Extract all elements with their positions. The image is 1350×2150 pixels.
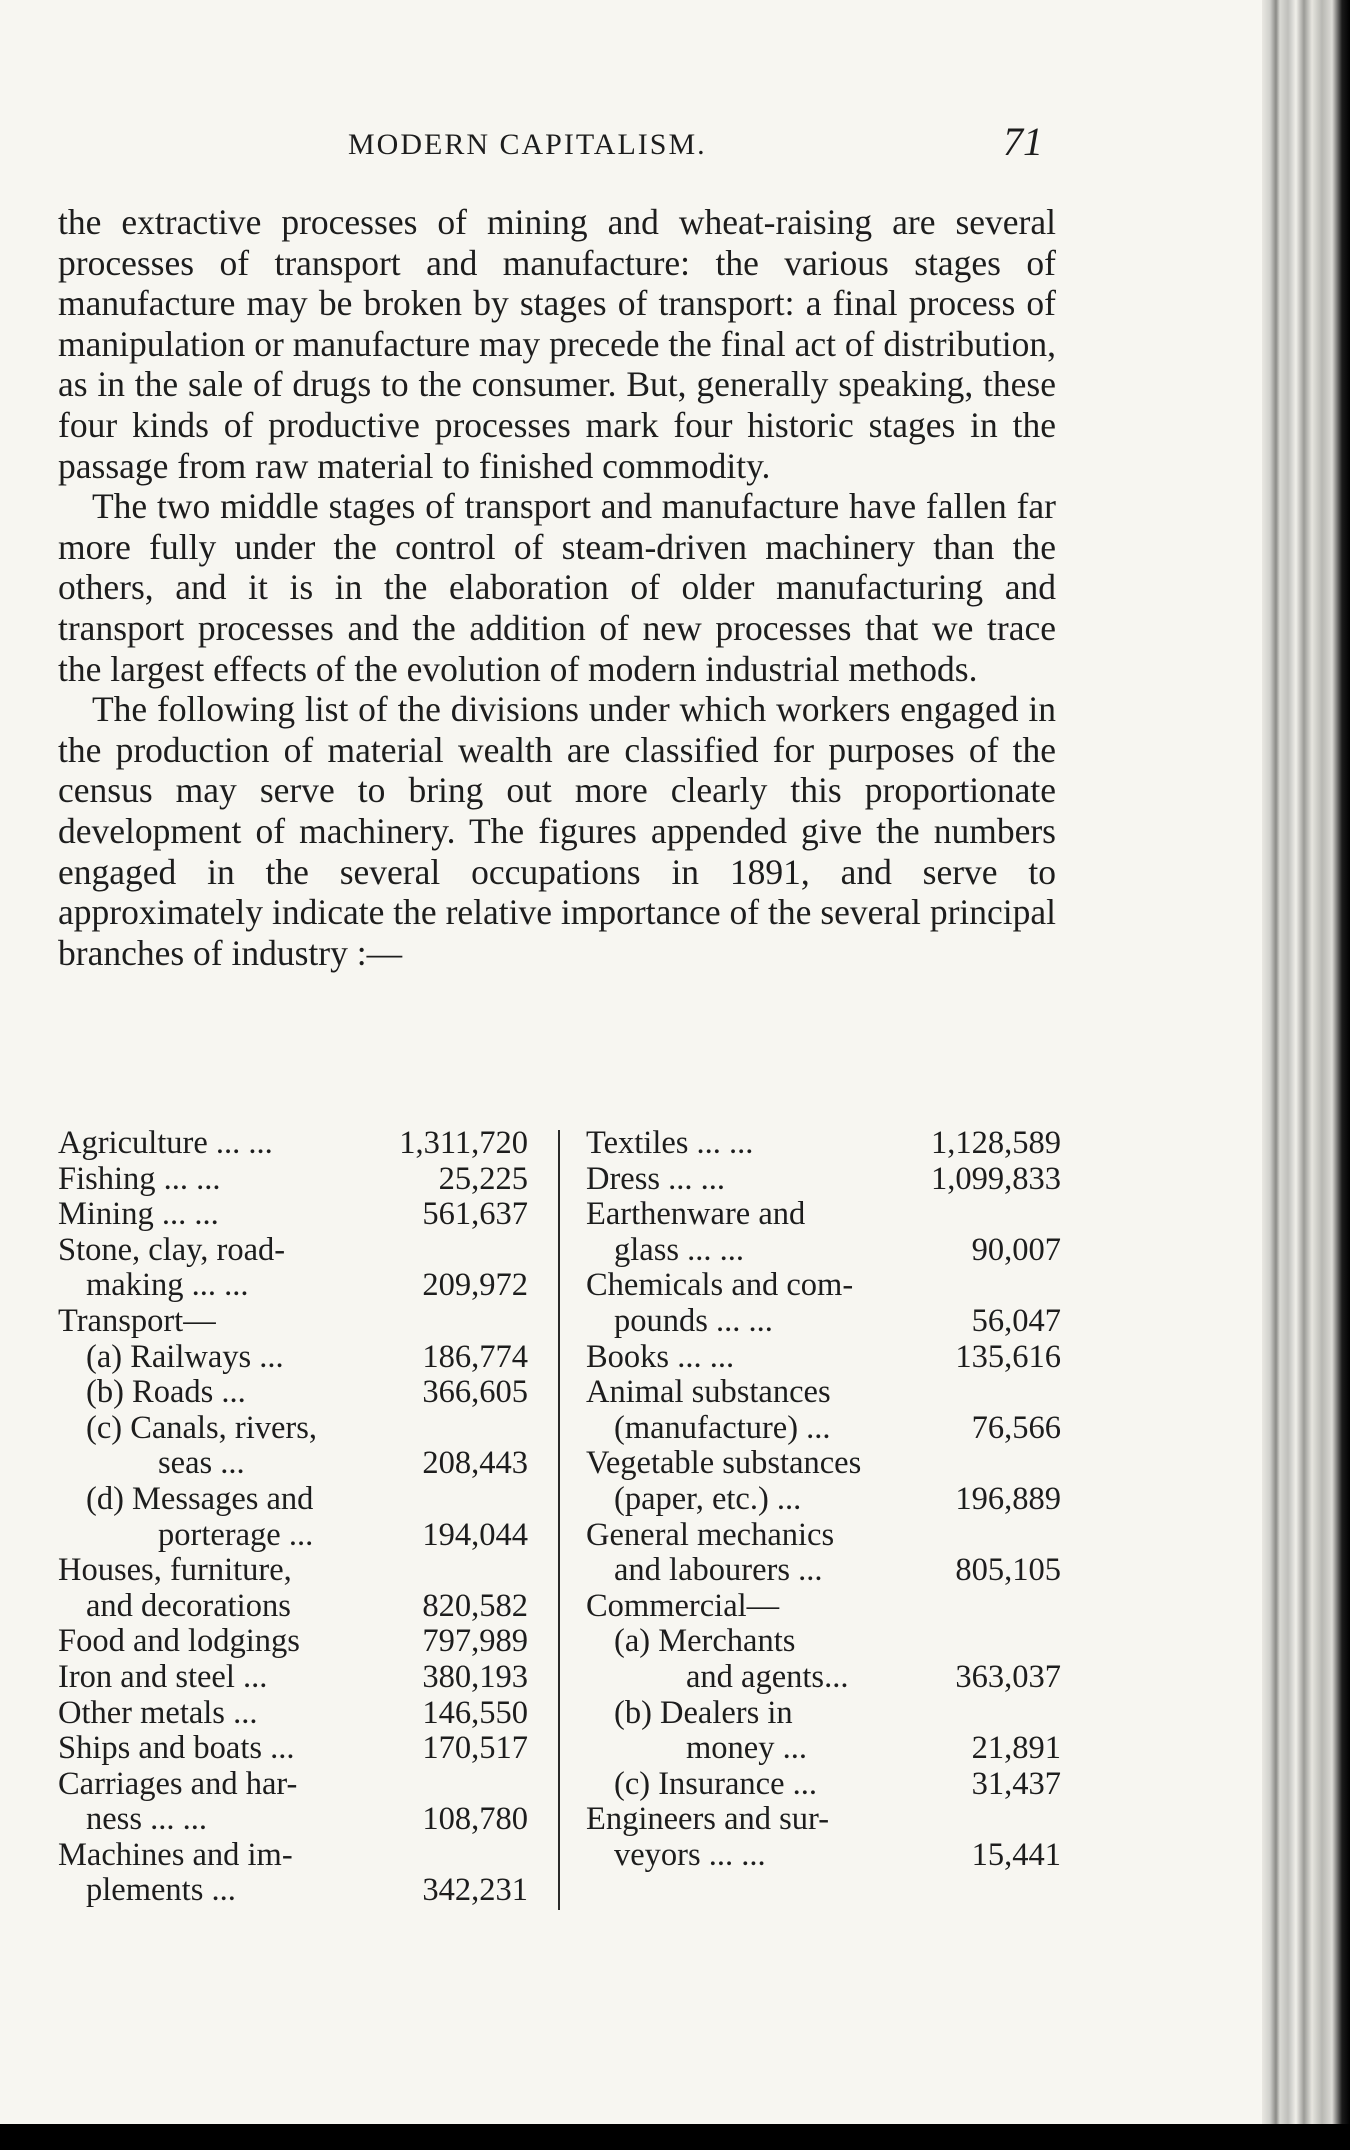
occupation-label: Animal substances: [586, 1374, 831, 1411]
occupation-label: money ...: [686, 1730, 807, 1767]
occupation-label: Carriages and har-: [58, 1765, 298, 1802]
occupation-label: Stone, clay, road-: [58, 1231, 286, 1268]
occupation-count: 1,099,833: [931, 1160, 1061, 1197]
occupation-label: pounds ... ...: [614, 1302, 773, 1339]
body-text: [58, 202, 1056, 973]
occupation-count: 561,637: [422, 1196, 528, 1233]
occupation-count: 90,007: [971, 1231, 1061, 1268]
table-row: [58, 1268, 528, 1304]
occupation-label: and decorations: [86, 1587, 291, 1624]
table-row: [58, 1446, 528, 1482]
occupation-label: (d) Messages and: [86, 1480, 314, 1517]
occupation-count: 186,774: [422, 1338, 528, 1375]
occupation-label: Textiles ... ...: [586, 1125, 754, 1161]
occupation-count: 15,441: [971, 1836, 1061, 1873]
occupation-label: Commercial—: [586, 1587, 780, 1624]
occupation-label: Mining ... ...: [58, 1196, 219, 1233]
occupation-count: 380,193: [422, 1658, 528, 1695]
running-head: MODERN CAPITALISM.: [348, 128, 707, 161]
table-row: [586, 1162, 1061, 1198]
table-row: [58, 1553, 528, 1589]
table-row: [586, 1518, 1061, 1554]
table-row: [58, 1838, 528, 1874]
table-row: [58, 1482, 528, 1518]
table-row: [586, 1233, 1061, 1269]
occupation-count: 208,443: [422, 1445, 528, 1482]
occupation-label: Food and lodgings: [58, 1623, 300, 1660]
occupation-count: 135,616: [955, 1338, 1061, 1375]
table-row: [58, 1375, 528, 1411]
table-row: [586, 1589, 1061, 1625]
book-gutter-edge: [1262, 0, 1350, 2150]
occupation-count: 797,989: [422, 1623, 528, 1660]
table-row: [586, 1375, 1061, 1411]
occupation-label: Fishing ... ...: [58, 1160, 221, 1197]
occupation-label: Chemicals and com-: [586, 1267, 854, 1304]
table-row: [586, 1197, 1061, 1233]
occupation-count: 56,047: [971, 1302, 1061, 1339]
table-row: [586, 1482, 1061, 1518]
table-row: [586, 1624, 1061, 1660]
occupation-label: Other metals ...: [58, 1694, 258, 1731]
occupation-label: Iron and steel ...: [58, 1658, 268, 1695]
occupation-label: (a) Merchants: [614, 1623, 796, 1660]
table-row: [58, 1767, 528, 1803]
table-row: [58, 1340, 528, 1376]
occupation-count: 25,225: [438, 1160, 528, 1197]
occupation-label: (a) Railways ...: [86, 1338, 284, 1375]
table-row: [586, 1411, 1061, 1447]
table-left-column: [58, 1126, 528, 1909]
table-row: [58, 1589, 528, 1625]
scan-bottom-edge: [0, 2124, 1350, 2150]
occupation-label: Machines and im-: [58, 1836, 293, 1873]
page-number: 71: [1003, 119, 1043, 164]
occupation-label: veyors ... ...: [614, 1836, 766, 1873]
table-row: [586, 1696, 1061, 1732]
occupation-label: (c) Insurance ...: [614, 1765, 818, 1802]
page-header: [58, 118, 1058, 168]
occupation-label: Houses, furniture,: [58, 1552, 292, 1589]
occupation-label: (b) Roads ...: [86, 1374, 246, 1411]
table-row: [586, 1767, 1061, 1803]
table-row: [58, 1304, 528, 1340]
table-row: [58, 1126, 528, 1162]
occupation-label: and labourers ...: [614, 1552, 823, 1589]
occupation-label: plements ...: [86, 1872, 236, 1909]
table-row: [58, 1197, 528, 1233]
occupation-label: Agriculture ... ...: [58, 1125, 273, 1161]
paragraph-2: The two middle stages of transport and manufacture have fallen far more fully under the control of steam-driven machinery than the others, and it is in the elaboration of older manufacturing and transport processes and the addition of new processes that we trace the largest effects of the evolution of modern industrial methods.: [58, 486, 1056, 689]
occupation-label: (manufacture) ...: [614, 1409, 831, 1446]
occupation-label: Earthenware and: [586, 1196, 806, 1233]
occupation-count: 170,517: [422, 1730, 528, 1767]
table-row: [58, 1731, 528, 1767]
occupation-count: 820,582: [422, 1587, 528, 1624]
table-row: [58, 1233, 528, 1269]
table-row: [586, 1446, 1061, 1482]
table-row: [586, 1731, 1061, 1767]
occupation-label: Dress ... ...: [586, 1160, 726, 1197]
occupation-count: 366,605: [422, 1374, 528, 1411]
table-row: [58, 1411, 528, 1447]
occupation-label: making ... ...: [86, 1267, 249, 1304]
table-row: [58, 1802, 528, 1838]
paragraph-1: the extractive processes of mining and wheat-raising are several processes of transport and manufacture: the various stages of manufacture may be broken by stages of transport: a final process of manipulation or manufacture may precede the final act of distribution, as in the sale of drugs to the consumer. But, generally speaking, these four kinds of productive processes mark four historic stages in the passage from raw material to finished commodity.: [58, 202, 1056, 486]
occupation-label: Ships and boats ...: [58, 1730, 295, 1767]
occupation-label: Engineers and sur-: [586, 1801, 830, 1838]
occupation-label: (b) Dealers in: [614, 1694, 793, 1731]
occupation-label: General mechanics: [586, 1516, 835, 1553]
table-row: [58, 1696, 528, 1732]
table-row: [586, 1802, 1061, 1838]
table-row: [58, 1660, 528, 1696]
occupation-label: Transport—: [58, 1302, 216, 1339]
table-row: [586, 1126, 1061, 1162]
occupation-label: seas ...: [158, 1445, 245, 1482]
occupation-count: 196,889: [955, 1480, 1061, 1517]
occupation-label: and agents...: [686, 1658, 849, 1695]
occupation-count: 1,311,720: [399, 1125, 528, 1161]
occupation-label: (c) Canals, rivers,: [86, 1409, 318, 1446]
occupation-count: 108,780: [422, 1801, 528, 1838]
occupation-label: porterage ...: [158, 1516, 314, 1553]
occupation-label: ness ... ...: [86, 1801, 207, 1838]
occupation-count: 194,044: [422, 1516, 528, 1553]
occupation-label: glass ... ...: [614, 1231, 744, 1268]
occupation-count: 76,566: [971, 1409, 1061, 1446]
occupation-count: 21,891: [971, 1730, 1061, 1767]
table-row: [586, 1838, 1061, 1874]
occupation-count: 342,231: [422, 1872, 528, 1909]
table-row: [586, 1304, 1061, 1340]
occupations-table: [58, 1125, 1061, 1916]
table-row: [58, 1873, 528, 1909]
table-right-column: [586, 1126, 1061, 1873]
table-row: [58, 1162, 528, 1198]
occupation-label: Vegetable substances: [586, 1445, 862, 1482]
occupation-label: (paper, etc.) ...: [614, 1480, 802, 1517]
paragraph-3: The following list of the divisions under which workers engaged in the production of material wealth are classified for purposes of the census may serve to bring out more clearly this proportionate development of machinery. The figures appended give the numbers engaged in the several occupations in 1891, and serve to approximately indicate the relative importance of the several principal branches of industry :—: [58, 689, 1056, 973]
occupation-count: 1,128,589: [931, 1125, 1061, 1161]
occupation-count: 146,550: [422, 1694, 528, 1731]
occupation-count: 209,972: [422, 1267, 528, 1304]
table-row: [58, 1624, 528, 1660]
table-row: [586, 1553, 1061, 1589]
column-divider: [558, 1130, 560, 1910]
table-row: [586, 1660, 1061, 1696]
table-row: [586, 1340, 1061, 1376]
occupation-label: Books ... ...: [586, 1338, 735, 1375]
occupation-count: 31,437: [971, 1765, 1061, 1802]
occupation-count: 363,037: [955, 1658, 1061, 1695]
table-row: [586, 1268, 1061, 1304]
table-row: [58, 1518, 528, 1554]
occupation-count: 805,105: [955, 1552, 1061, 1589]
